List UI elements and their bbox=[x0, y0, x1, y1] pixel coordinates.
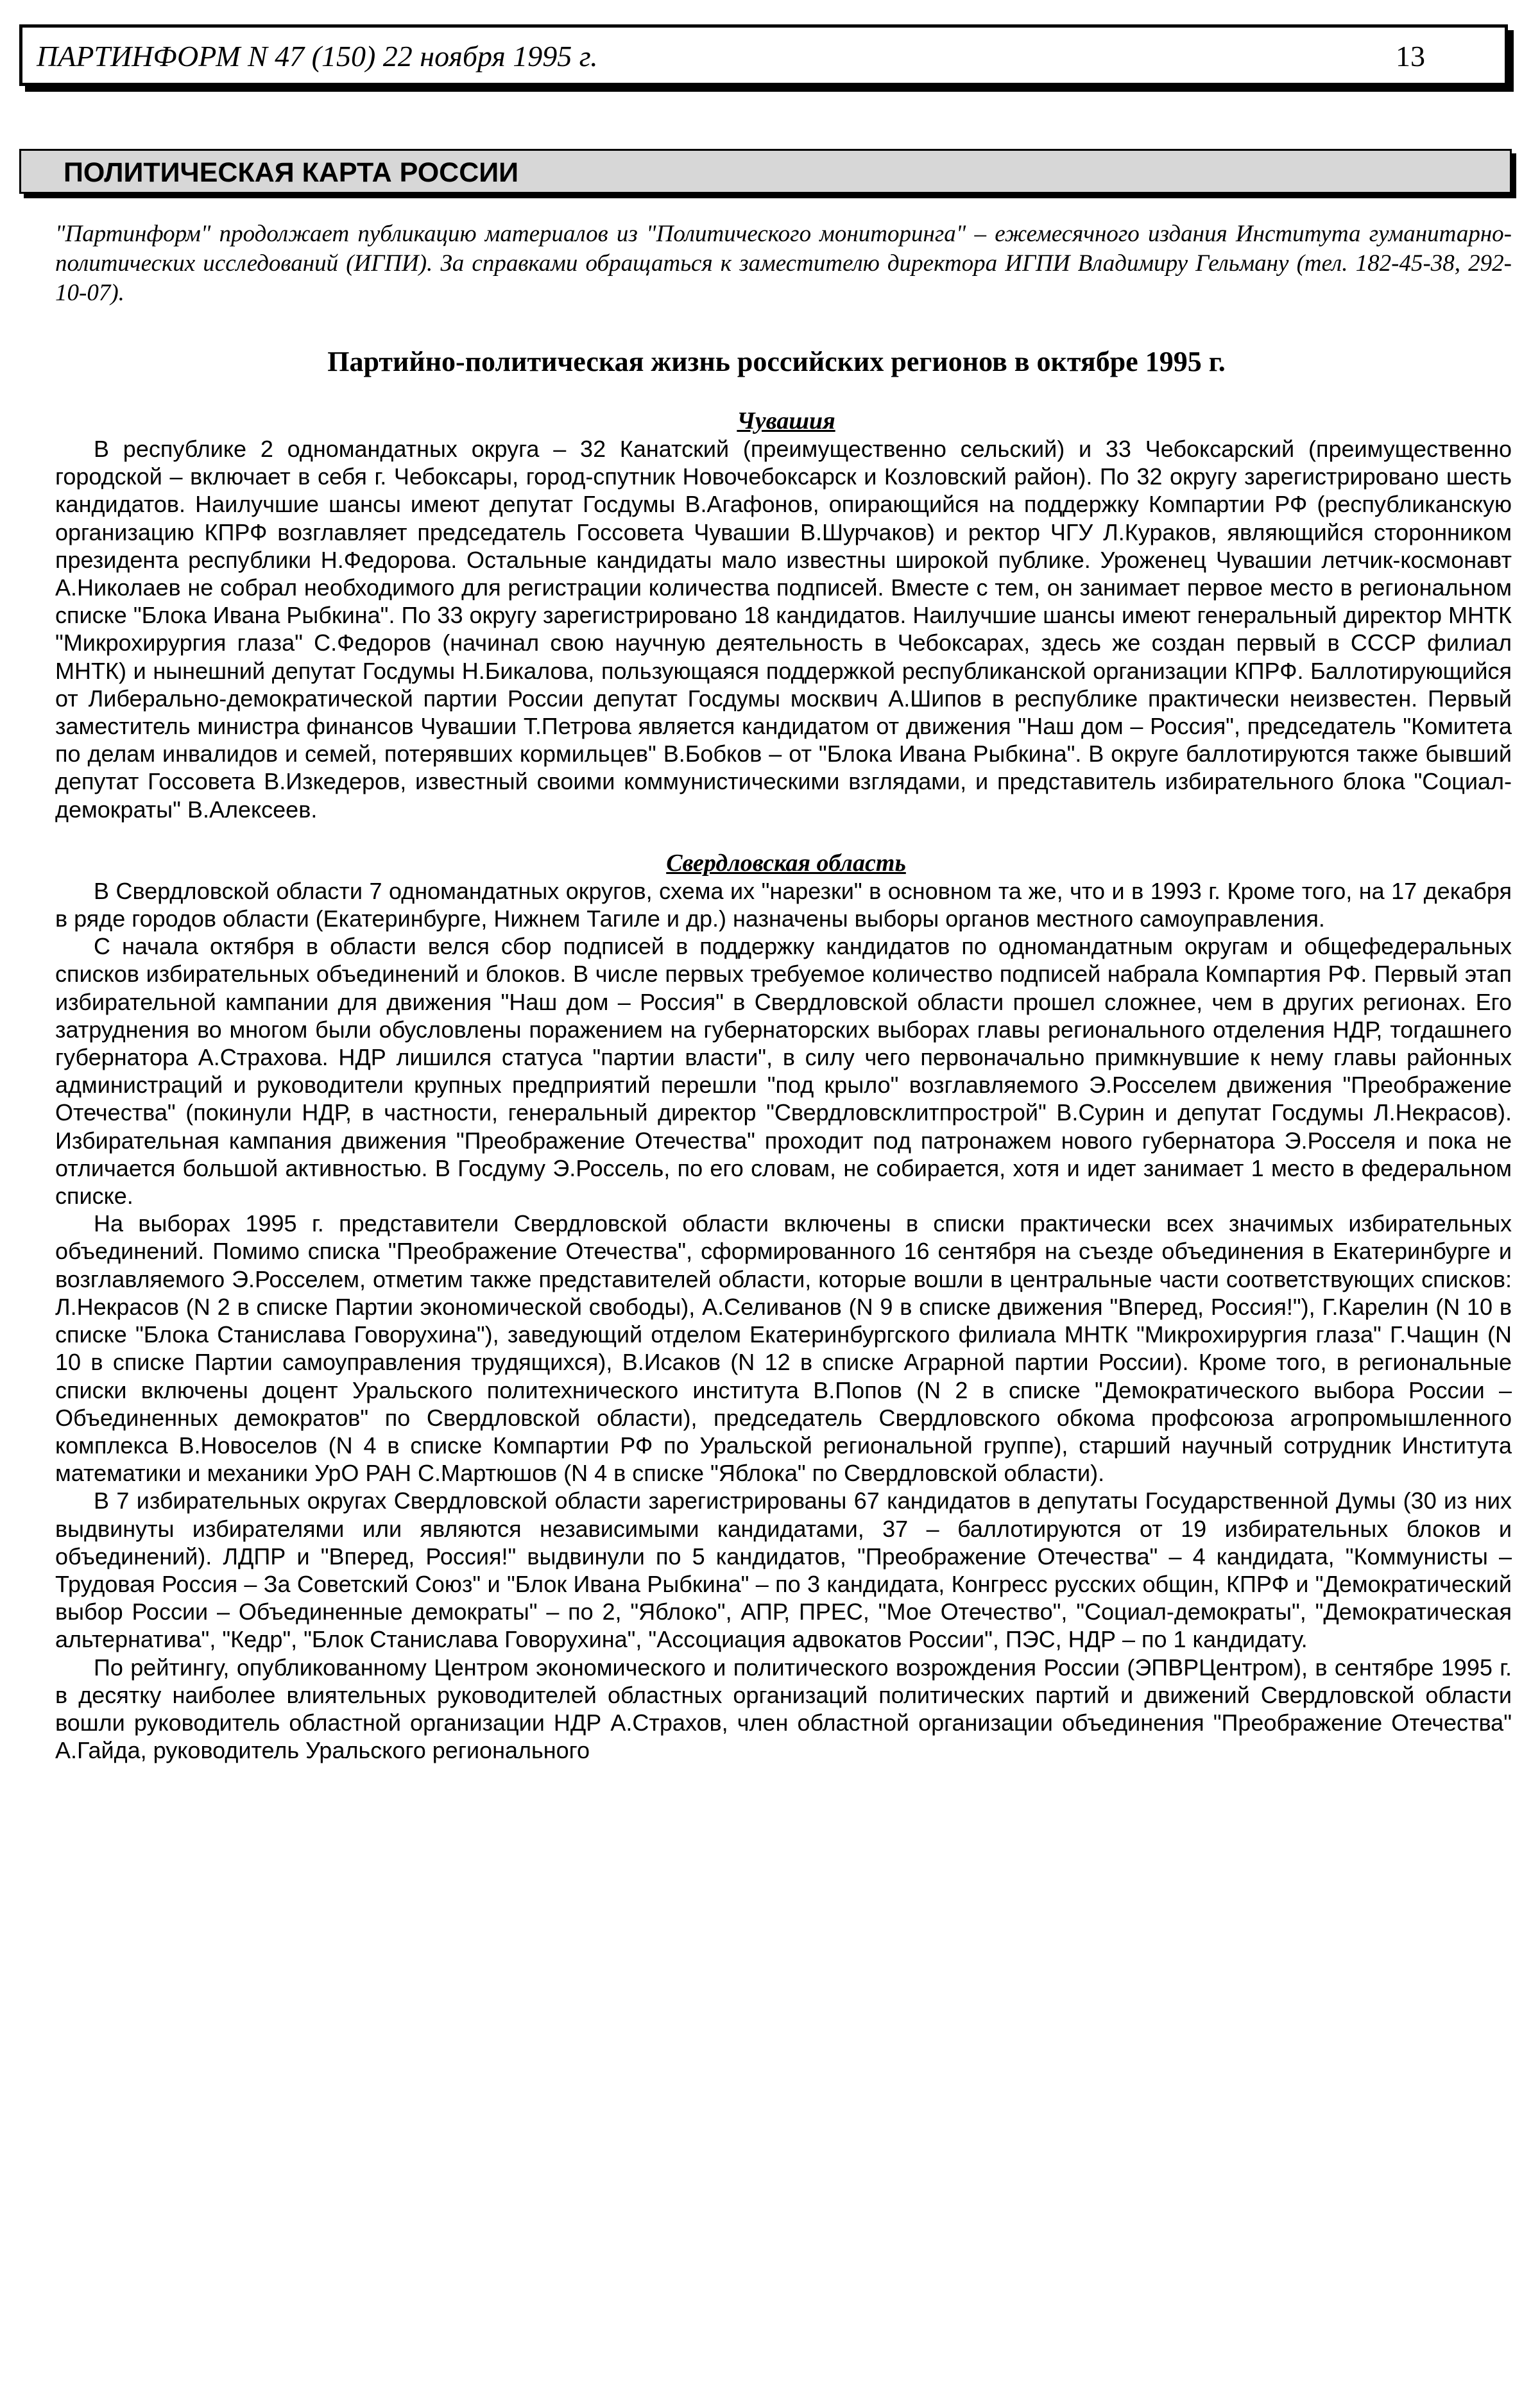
paragraph: В 7 избирательных округах Свердловской области зарегистрированы 67 кандидатов в депутаты Государственной Думы (30 из них выдвинуты избирателями или являются независимыми кандидатами, 37 – баллотируются от 19 избирательных блоков и объединений). ЛДПР и "Вперед, Россия!" выдвинули по 5 кандидатов, "Преображение Отечества" – 4 кандидата, "Коммунисты – Трудовая Россия – За Советский Союз" и "Блок Ивана Рыбкина" – по 3 кандидата, Конгресс русских общин, КПРФ и "Демократический выбор России – Объединенные демократы" – по 2, "Яблоко", АПР, ПРЕС, "Мое Отечество", "Социал-демократы", "Демократическая альтернатива", "Кедр", "Блок Станислава Говорухина", "Ассоциация адвокатов России", ПЭС, НДР – по 1 кандидату. bbox=[55, 1487, 1512, 1653]
section-banner bbox=[19, 149, 1512, 194]
paragraph: В Свердловской области 7 одномандатных округов, схема их "нарезки" в основном та же, что и в 1993 г. Кроме того, на 17 декабря в ряде городов области (Екатеринбурге, Нижнем Тагиле и др.) назначены выборы органов местного самоуправления. bbox=[55, 877, 1512, 932]
region-heading: Свердловская область bbox=[666, 849, 906, 877]
paragraph: С начала октября в области велся сбор подписей в поддержку кандидатов по одномандатным округам и общефедеральных списков избирательных объединений и блоков. В числе первых требуемое количество подписей набрала Компартия РФ. Первый этап избирательной кампании для движения "Наш дом – Россия" в Свердловской области прошел сложнее, чем в других регионах. Его затруднения во многом были обусловлены поражением на губернаторских выборах главы регионального отделения НДР, тогдашнего губернатора А.Страхова. НДР лишился статуса "партии власти", в силу чего первоначально примкнувшие к нему главы районных администраций и руководители крупных предприятий перешли "под крыло" возглавляемого Э.Росселем движения "Преображение Отечества" (покинули НДР, в частности, генеральный директор "Свердловсклитпрострой" В.Сурин и депутат Госдумы Л.Некрасов). Избирательная кампания движения "Преображение Отечества" проходит под патронажем нового губернатора Э.Росселя и пока не отличается большой активностью. В Госдуму Э.Россель, по его словам, не собирается, хотя и идет занимает 1 место в федеральном списке. bbox=[55, 933, 1512, 1210]
intro-note: "Партинформ" продолжает публикацию материалов из "Политического мониторинга" – ежемесячного издания Института гуманитарно-политических исследований (ИГПИ). За справками обращаться к заместителю директора ИГПИ Владимиру Гельману (тел. 182-45-38, 292-10-07). bbox=[55, 221, 1512, 306]
section-title: ПОЛИТИЧЕСКАЯ КАРТА РОССИИ bbox=[64, 157, 519, 188]
page-header bbox=[19, 24, 1508, 86]
region-chuvashia bbox=[19, 407, 1512, 823]
article-title: Партийно-политическая жизнь российских регионов в октябре 1995 г. bbox=[327, 346, 1226, 377]
paragraph: На выборах 1995 г. представители Свердловской области включены в списки практически всех значимых избирательных объединений. Помимо списка "Преображение Отечества", сформированного 16 сентября на съезде объединения в Екатеринбурге и возглавляемого Э.Росселем, отметим также представителей области, которые вошли в центральные части соответствующих списков: Л.Некрасов (N 2 в списке Партии экономической свободы), А.Селиванов (N 9 в списке движения "Вперед, Россия!"), Г.Карелин (N 10 в списке "Блока Станислава Говорухина"), заведующий отделом Екатеринбургского филиала МНТК "Микрохирургия глаза" Г.Чащин (N 10 в списке Партии самоуправления трудящихся), В.Исаков (N 12 в списке Аграрной партии России). Кроме того, в региональные списки включены доцент Уральского политехнического института В.Попов (N 2 в списке "Демократического выбора России – Объединенных демократов" по Свердловской области), председатель Свердловского обкома профсоюза агропромышленного комплекса В.Новоселов (N 4 в списке Компартии РФ по Уральской региональной группе), старший научный сотрудник Института математики и механики УрО РАН С.Мартюшов (N 4 в списке "Яблока" по Свердловской области). bbox=[55, 1210, 1512, 1487]
paragraph: В республике 2 одномандатных округа – 32 Канатский (преимущественно сельский) и 33 Чебоксарский (преимущественно городской – включает в себя г. Чебоксары, город-спутник Новочебоксарск и Козловский район). По 32 округу зарегистрировано шесть кандидатов. Наилучшие шансы имеют депутат Госдумы В.Агафонов, опирающийся на поддержку Компартии РФ (республиканскую организацию КПРФ возглавляет председатель Госсовета Чувашии В.Шурчаков) и ректор ЧГУ Л.Кураков, являющийся сторонником президента республики Н.Федорова. Остальные кандидаты мало известны широкой публике. Уроженец Чувашии летчик-космонавт А.Николаев не собрал необходимого для регистрации количества подписей. Вместе с тем, он занимает первое место в региональном списке "Блока Ивана Рыбкина". По 33 округу зарегистрировано 18 кандидатов. Наилучшие шансы имеют генеральный директор МНТК "Микрохирургия глаза" С.Федоров (начинал свою научную деятельность в Чебоксарах, здесь же создан первый в СССР филиал МНТК) и нынешний депутат Госдумы Н.Бикалова, пользующаяся поддержкой республиканской организации КПРФ. Баллотирующийся от Либерально-демократической партии России депутат Госдумы москвич А.Шипов в республике практически неизвестен. Первый заместитель министра финансов Чувашии Т.Петрова является кандидатом от движения "Наш дом – Россия", председатель "Комитета по делам инвалидов и семей, потерявших кормильцев" В.Бобков – от "Блока Ивана Рыбкина". В округе баллотируются также бывший депутат Госсовета В.Изкедеров, известный своими коммунистическими взглядами, и представитель избирательного блока "Социал-демократы" В.Алексеев. bbox=[55, 436, 1512, 823]
region-body bbox=[55, 435, 1512, 823]
region-sverdlovsk bbox=[19, 849, 1512, 1765]
region-heading: Чувашия bbox=[737, 407, 835, 434]
page-number: 13 bbox=[1396, 40, 1425, 73]
region-body bbox=[55, 877, 1512, 1765]
issue-line: ПАРТИНФОРМ N 47 (150) 22 ноября 1995 г. bbox=[37, 40, 598, 73]
paragraph: По рейтингу, опубликованному Центром экономического и политического возрождения России (ЭПВРЦентром), в сентябре 1995 г. в десятку наиболее влиятельных руководителей областных организаций политических партий и движений Свердловской области вошли руководитель областной организации НДР А.Страхов, член областной организации объединения "Преображение Отечества" А.Гайда, руководитель Уральского регионального bbox=[55, 1654, 1512, 1764]
document-page bbox=[19, 24, 1512, 1764]
